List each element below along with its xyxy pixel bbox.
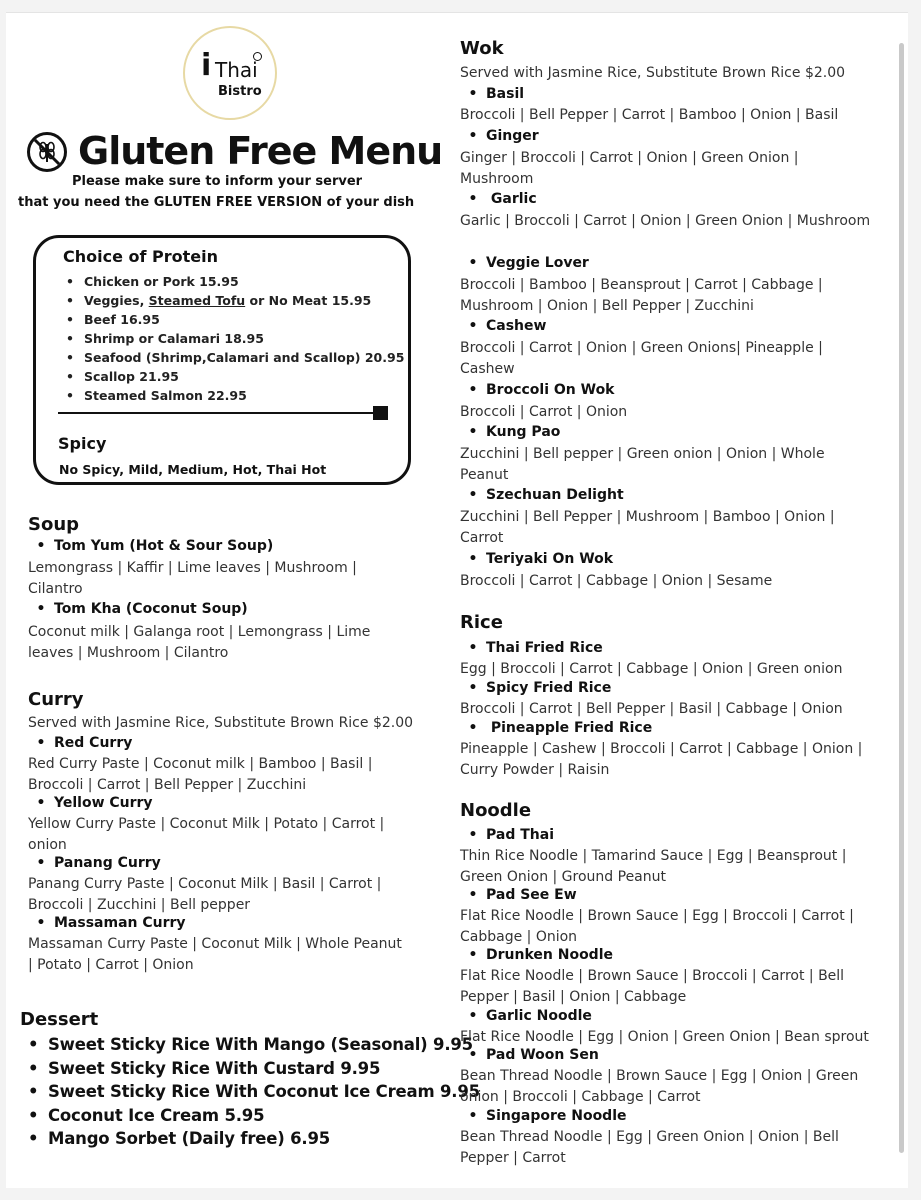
- menu-item-name: • Spicy Fried Rice: [460, 680, 611, 696]
- wok-note: Served with Jasmine Rice, Substitute Brown Rice $2.00: [460, 65, 846, 81]
- menu-item-desc: Massaman Curry Paste | Coconut Milk | Whole Peanut | Potato | Carrot | Onion: [28, 936, 402, 973]
- divider-line: [58, 412, 380, 414]
- menu-item-name: • Ginger: [460, 128, 539, 144]
- menu-item-desc: Bean Thread Noodle | Egg | Green Onion | Onion | Bell Pepper | Carrot: [460, 1129, 839, 1166]
- menu-item-desc: Broccoli | Carrot | Onion | Green Onions| Pineapple | Cashew: [460, 340, 823, 377]
- protein-list: [66, 272, 404, 405]
- menu-item-name: • Pad Woon Sen: [460, 1047, 599, 1063]
- logo-bistro: Bistro: [218, 84, 262, 99]
- menu-item-name: • Pad See Ew: [460, 887, 577, 903]
- spicy-heading: Spicy: [58, 434, 107, 453]
- protein-item-underlined: Steamed Tofu: [148, 293, 246, 308]
- menu-item-desc: Flat Rice Noodle | Brown Sauce | Egg | Broccoli | Carrot | Cabbage | Onion: [460, 908, 854, 945]
- menu-item-name: • Tom Yum (Hot & Sour Soup): [28, 538, 273, 554]
- gluten-free-icon: [27, 132, 67, 172]
- menu-item-desc: Red Curry Paste | Coconut milk | Bamboo | Basil | Broccoli | Carrot | Bell Pepper | Zucchini: [28, 756, 373, 793]
- protein-box: [33, 235, 411, 485]
- menu-item-desc: Flat Rice Noodle | Brown Sauce | Broccoli | Carrot | Bell Pepper | Basil | Onion | Cabbage: [460, 968, 845, 1005]
- menu-item-desc: Coconut milk | Galanga root | Lemongrass | Lime leaves | Mushroom | Cilantro: [28, 624, 371, 661]
- menu-item-desc: Broccoli | Carrot | Onion: [460, 404, 628, 420]
- logo-mark: [253, 52, 262, 61]
- protein-item: • Steamed Salmon 22.95: [66, 386, 404, 405]
- menu-item-desc: Lemongrass | Kaffir | Lime leaves | Mushroom | Cilantro: [28, 560, 357, 597]
- dessert-item: • Sweet Sticky Rice With Mango (Seasonal) 9.95: [28, 1033, 480, 1057]
- protein-item: • Beef 16.95: [66, 310, 404, 329]
- menu-item-name: • Szechuan Delight: [460, 487, 624, 503]
- dessert-item: • Coconut Ice Cream 5.95: [28, 1104, 480, 1128]
- menu-item-desc: Garlic | Broccoli | Carrot | Onion | Green Onion | Mushroom: [460, 213, 871, 229]
- menu-item-desc: Flat Rice Noodle | Egg | Onion | Green Onion | Bean sprout: [460, 1029, 869, 1045]
- menu-item-name: • Broccoli On Wok: [460, 382, 615, 398]
- menu-item-name: • Singapore Noodle: [460, 1108, 627, 1124]
- dessert-list: [28, 1033, 480, 1151]
- protein-item: • Seafood (Shrimp,Calamari and Scallop) 20.95: [66, 348, 404, 367]
- menu-item-name: • Thai Fried Rice: [460, 640, 603, 656]
- menu-item-name: • Red Curry: [28, 735, 132, 751]
- protein-item: • Chicken or Pork 15.95: [66, 272, 404, 291]
- subtitle-line-2: that you need the GLUTEN FREE VERSION of your dish: [18, 195, 415, 210]
- soup-title: Soup: [28, 514, 80, 535]
- menu-item-desc: Panang Curry Paste | Coconut Milk | Basil | Carrot | Broccoli | Zucchini | Bell pepper: [28, 876, 382, 913]
- divider-end-square: [373, 406, 388, 420]
- scrollbar[interactable]: [899, 43, 904, 1153]
- menu-item-desc: Broccoli | Bell Pepper | Carrot | Bamboo | Onion | Basil: [460, 107, 839, 123]
- menu-item-name: • Pad Thai: [460, 827, 554, 843]
- menu-item-name: • Tom Kha (Coconut Soup): [28, 601, 248, 617]
- menu-item-desc: Bean Thread Noodle | Brown Sauce | Egg | Onion | Green onion | Broccoli | Cabbage | Carrot: [460, 1068, 859, 1105]
- menu-item-name: • Massaman Curry: [28, 915, 186, 931]
- rice-title: Rice: [460, 612, 503, 633]
- menu-item-name: • Panang Curry: [28, 855, 161, 871]
- protein-item: • Scallop 21.95: [66, 367, 404, 386]
- protein-item-label: Veggies,: [84, 293, 149, 308]
- protein-item-rest: or No Meat 15.95: [245, 293, 372, 308]
- dessert-item: • Sweet Sticky Rice With Custard 9.95: [28, 1057, 480, 1081]
- menu-item-name: • Teriyaki On Wok: [460, 551, 613, 567]
- menu-item-name: • Cashew: [460, 318, 546, 334]
- logo-i: i: [201, 48, 212, 83]
- dessert-item: • Mango Sorbet (Daily free) 6.95: [28, 1127, 480, 1151]
- menu-item-name: • Pineapple Fried Rice: [460, 720, 652, 736]
- menu-item-name: • Kung Pao: [460, 424, 560, 440]
- menu-item-desc: Zucchini | Bell Pepper | Mushroom | Bamboo | Onion | Carrot: [460, 509, 835, 546]
- protein-item: • Shrimp or Calamari 18.95: [66, 329, 404, 348]
- protein-heading: Choice of Protein: [63, 247, 219, 266]
- menu-item-desc: Yellow Curry Paste | Coconut Milk | Potato | Carrot | onion: [28, 816, 385, 853]
- menu-item-name: • Veggie Lover: [460, 255, 589, 271]
- menu-item-desc: Broccoli | Carrot | Cabbage | Onion | Sesame: [460, 573, 773, 589]
- menu-item-desc: Thin Rice Noodle | Tamarind Sauce | Egg | Beansprout | Green Onion | Ground Peanut: [460, 848, 847, 885]
- menu-item-name: • Yellow Curry: [28, 795, 153, 811]
- menu-item-name: • Garlic: [460, 191, 537, 207]
- menu-item-desc: Broccoli | Bamboo | Beansprout | Carrot | Cabbage | Mushroom | Onion | Bell Pepper | Zucchini: [460, 277, 823, 314]
- menu-item-name: • Basil: [460, 86, 524, 102]
- menu-item-desc: Ginger | Broccoli | Carrot | Onion | Green Onion | Mushroom: [460, 150, 799, 187]
- menu-item-name: • Garlic Noodle: [460, 1008, 592, 1024]
- logo-thai: Thai: [215, 58, 258, 82]
- menu-item-desc: Zucchini | Bell pepper | Green onion | Onion | Whole Peanut: [460, 446, 825, 483]
- menu-item-name: • Drunken Noodle: [460, 947, 613, 963]
- subtitle-line-1: Please make sure to inform your server: [72, 174, 363, 189]
- dessert-title: Dessert: [20, 1009, 99, 1030]
- page-title: Gluten Free Menu: [78, 129, 443, 173]
- spicy-levels: No Spicy, Mild, Medium, Hot, Thai Hot: [59, 462, 327, 477]
- protein-item: [66, 291, 404, 310]
- wok-title: Wok: [460, 38, 504, 59]
- noodle-title: Noodle: [460, 800, 532, 821]
- menu-item-desc: Egg | Broccoli | Carrot | Cabbage | Onion | Green onion: [460, 661, 843, 677]
- menu-item-desc: Broccoli | Carrot | Bell Pepper | Basil | Cabbage | Onion: [460, 701, 843, 717]
- dessert-item: • Sweet Sticky Rice With Coconut Ice Cream 9.95: [28, 1080, 480, 1104]
- curry-note: Served with Jasmine Rice, Substitute Brown Rice $2.00: [28, 715, 414, 731]
- menu-item-desc: Pineapple | Cashew | Broccoli | Carrot | Cabbage | Onion | Curry Powder | Raisin: [460, 741, 863, 778]
- restaurant-logo: [183, 26, 277, 120]
- curry-title: Curry: [28, 689, 84, 710]
